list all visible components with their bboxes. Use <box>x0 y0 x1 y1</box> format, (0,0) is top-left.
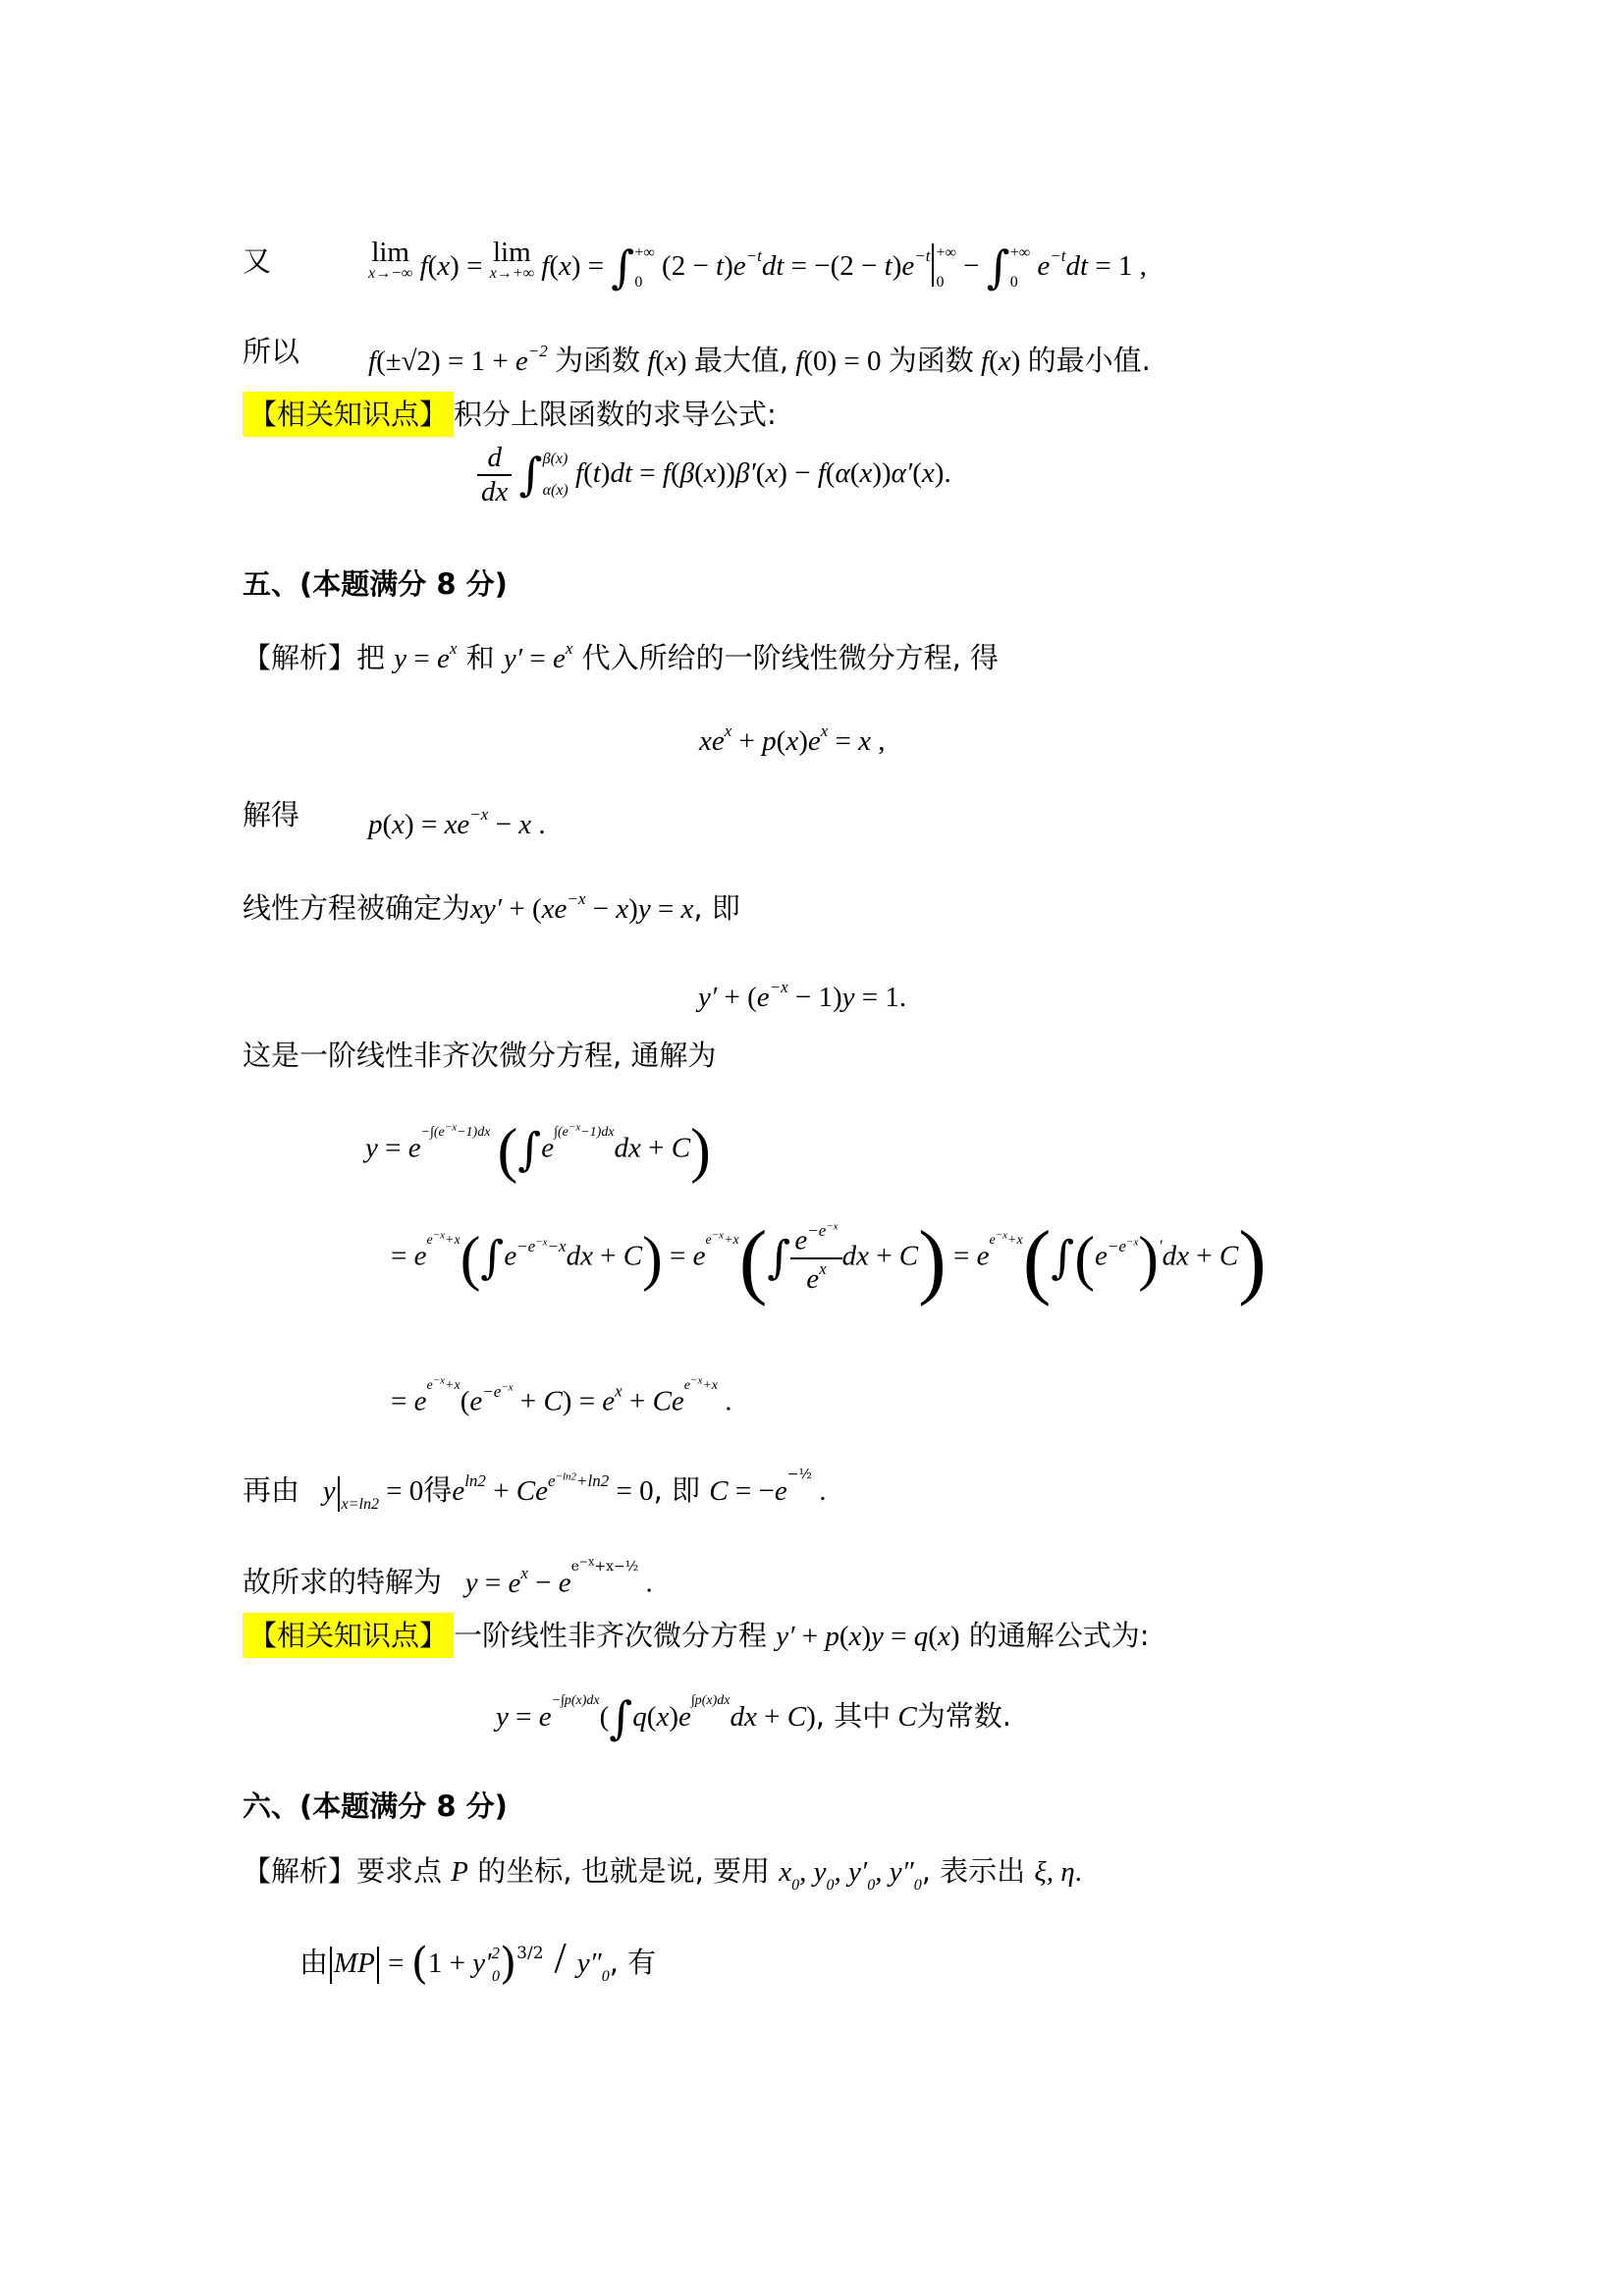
derivative-formula: $\frac{d}{dx}$ ∫ β(x) α(x) f(t)dt = f(β(x))β′(x) − f(α(x))α′(x). <box>477 442 951 509</box>
knowledge-text-1: 积分上限函数的求导公式: <box>454 398 777 431</box>
general-solution-text: 这是一阶线性非齐次微分方程, 通解为 <box>243 1039 717 1072</box>
linear-equation-line: 线性方程被确定为$xy' + (xe^{-x} - x)y = x$, 即 <box>243 889 740 925</box>
knowledge-point-2: 【相关知识点】 一阶线性非齐次微分方程 y′ + p(x)y = q(x) 的通解公式为: <box>243 1618 1150 1654</box>
initial-condition-line: 再由 y $_{x=ln2}$ = 0得$e^{ln2} + Ce^{e^{-ln2}+ln2} = 0$, 即 $C = -e^{-\frac{1}{2}}$ . <box>243 1467 827 1513</box>
label-suoyi: 所以 <box>243 335 300 368</box>
general-formula: $y = e^{-\int p(x)dx}(\int q(x)e^{\int p(x)dx}dx + C)$, 其中 C为常数. <box>496 1691 1011 1744</box>
section-6-title: 六、(本题满分 8 分) <box>243 1789 508 1823</box>
general-solution-2: = $e^{e^{-x}+x}(\int e^{-e^{-x}-x}dx + C) = e^{e^{-x}+x}(\int$ $\frac{e^{-e^{-x}}}{e^x}$ dx + $C) = e^{e^{-x}+x}(\int(e^{-e^{-x}})'dx + C)$ <box>391 1212 1267 1308</box>
s6-analysis: 【解析】要求点 P 的坐标, 也就是说, 要用 $x_0$, $y_0$, $y'_0$, $y''_0$, 表示出 ξ, η. <box>243 1854 1082 1894</box>
knowledge-point-1 <box>243 397 777 432</box>
s5-analysis: 【解析】把 $y = e^x$ 和 $y' = e^x$ 代入所给的一阶线性微分方程, 得 <box>243 639 1000 674</box>
max-min-line <box>243 334 299 369</box>
equation-1: $xe^x + p(x)e^x = x$ , <box>699 721 886 757</box>
limit-equation-line <box>243 243 271 279</box>
knowledge-label-2: 【相关知识点】 <box>243 1613 454 1658</box>
knowledge-label-1: 【相关知识点】 <box>243 392 454 437</box>
section-5-title: 五、(本题满分 8 分) <box>243 567 508 601</box>
solve-line: 解得 <box>243 798 300 831</box>
general-solution-3: = $e^{e^{-x}+x}(e^{-e^{-x}} + C) = e^x + Ce^{e^{-x}+x}$ . <box>391 1374 732 1417</box>
mp-line: 由 MP = $(1 + y'^2_0)^{3/2} / y''_0$, 有 <box>299 1934 657 1989</box>
general-solution-1: $y = e^{-\int(e^{-x}-1)dx}$ $(\int e^{\int(e^{-x}-1)dx}dx + C)$ <box>365 1117 711 1185</box>
p-solution: $p(x) = xe^{-x} - x$ . <box>368 805 546 840</box>
max-min-statement: $f(\pm√2) = 1 + e^{-2}$ 为函数 f(x) 最大值, f(0) = 0 为函数 f(x) 的最小值. <box>368 342 1151 377</box>
particular-solution-line: 故所求的特解为 $y = e^x - e^{e^{-x}+x-\frac{1}{2}}$ . <box>243 1555 653 1599</box>
limit-equation: lim x→−∞ f(x) = lim x→+∞ f(x) = ∫ +∞ 0 $(2 - t)e^{-t}dt = -(2 - t)e^{-t}$ +∞ 0 − ∫ +∞ 0 $e^{-t}dt = 1$ , <box>368 237 1147 294</box>
equation-2: $y' + (e^{-x} - 1)y = 1$. <box>698 978 907 1013</box>
label-you: 又 <box>243 244 272 278</box>
